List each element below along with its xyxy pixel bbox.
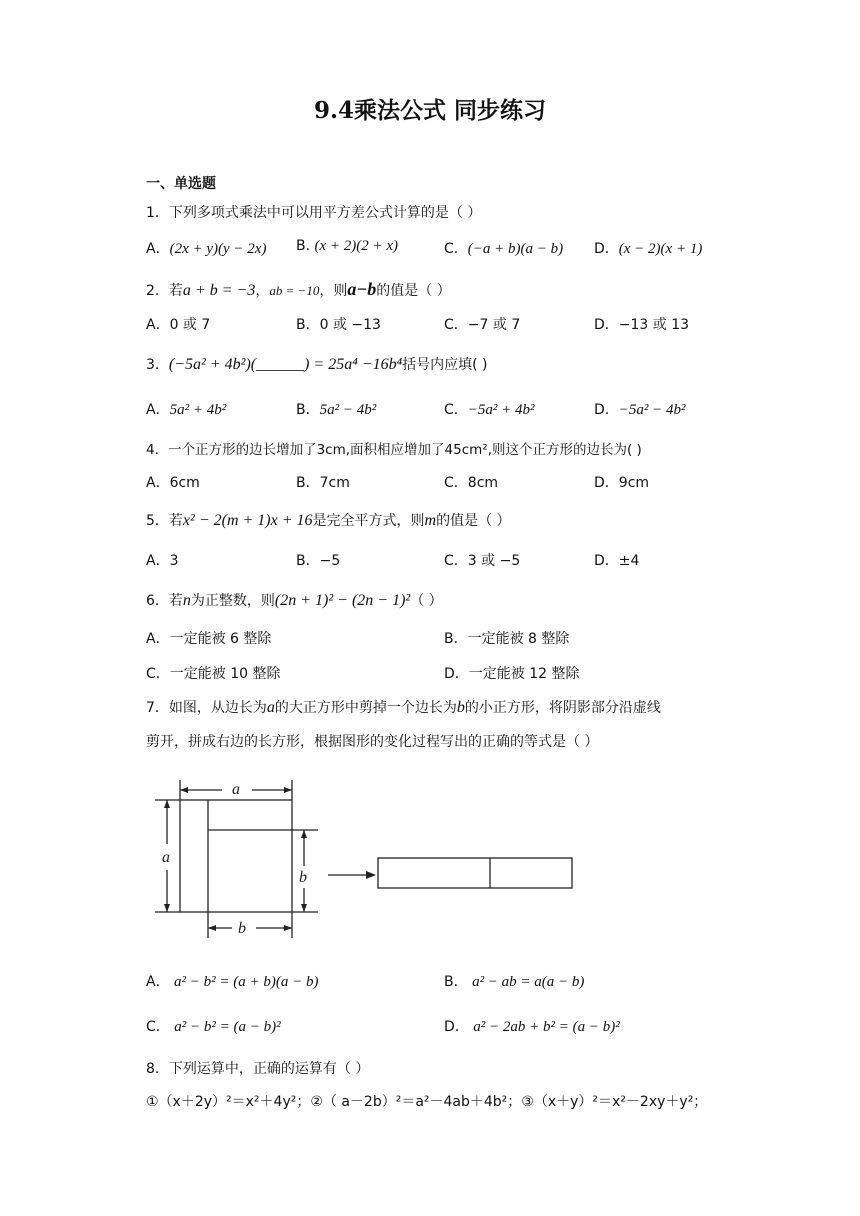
question-5-stem: 5．若x² − 2(m + 1)x + 16是完全平方式，则m的值是（ ） (146, 512, 511, 529)
q3-option-c: C．−5a² + 4b² (444, 402, 535, 418)
question-7-stem-line2: 剪开，拼成右边的长方形，根据图形的变化过程写出的正确的等式是（ ） (146, 734, 599, 750)
q1-option-a: A．(2x + y)(y − 2x) (146, 241, 267, 257)
q3-option-b: B．5a² − 4b² (296, 402, 377, 418)
q6-option-c: C．一定能被 10 整除 (146, 666, 281, 682)
square-to-rectangle-figure (150, 772, 580, 942)
page-title: 9.4乘法公式 同步练习 (313, 97, 547, 124)
q4-option-b: B．7cm (296, 475, 350, 491)
q6-option-d: D．一定能被 12 整除 (444, 666, 580, 682)
question-3-stem: 3．(−5a² + 4b²)(______) = 25a⁴ −16b⁴括号内应填( ) (146, 356, 488, 373)
q7-option-c: C． a² − b² = (a − b)² (146, 1019, 281, 1035)
q1-option-b: B. (x + 2)(2 + x) (296, 238, 399, 254)
q5-option-b: B．−5 (296, 553, 341, 569)
q2-option-b: B．0 或 −13 (296, 317, 381, 333)
q2-option-a: A．0 或 7 (146, 317, 211, 333)
q3-option-d: D．−5a² − 4b² (594, 402, 686, 418)
q4-option-d: D．9cm (594, 475, 650, 491)
q5-option-c: C．3 或 −5 (444, 553, 521, 569)
figure-label-bottom: b (238, 920, 246, 937)
figure-label-right: b (299, 869, 307, 886)
q4-option-a: A．6cm (146, 475, 200, 491)
figure-label-left: a (162, 849, 170, 866)
q5-option-d: D．±4 (594, 553, 640, 569)
q2-option-c: C．−7 或 7 (444, 317, 521, 333)
q4-option-c: C．8cm (444, 475, 499, 491)
question-4-stem: 4．一个正方形的边长增加了3cm,面积相应增加了45cm²,则这个正方形的边长为( ) (146, 442, 642, 458)
q7-option-d: D． a² − 2ab + b² = (a − b)² (444, 1019, 620, 1035)
question-7-stem-line1: 7．如图，从边长为a的大正方形中剪掉一个边长为b的小正方形，将阴影部分沿虚线 (146, 699, 661, 716)
q1-option-c: C．(−a + b)(a − b) (444, 241, 564, 257)
section-heading: 一、单选题 (146, 176, 216, 192)
question-1-stem: 1．下列多项式乘法中可以用平方差公式计算的是（ ） (146, 205, 482, 221)
question-8-statements: ①（x＋2y）²＝x²＋4y²；②（ a－2b）²＝a²－4ab＋4b²；③（x＋y）²＝x²－2xy＋y²； (146, 1094, 708, 1110)
question-8-stem: 8．下列运算中，正确的运算有（ ） (146, 1061, 370, 1077)
question-6-stem: 6．若n为正整数，则(2n + 1)² − (2n − 1)²（ ） (146, 592, 443, 609)
q6-option-b: B．一定能被 8 整除 (444, 631, 570, 647)
q7-option-b: B． a² − ab = a(a − b) (444, 974, 585, 990)
figure-label-top: a (232, 781, 240, 798)
q7-option-a: A． a² − b² = (a + b)(a − b) (146, 974, 319, 990)
q6-option-a: A．一定能被 6 整除 (146, 631, 272, 647)
question-2-stem: 2．若a + b = −3，ab = −10，则a−b的值是（ ） (146, 279, 451, 299)
q5-option-a: A．3 (146, 553, 179, 569)
q3-option-a: A．5a² + 4b² (146, 402, 227, 418)
q2-option-d: D．−13 或 13 (594, 317, 690, 333)
q1-option-d: D．(x − 2)(x + 1) (594, 241, 703, 257)
